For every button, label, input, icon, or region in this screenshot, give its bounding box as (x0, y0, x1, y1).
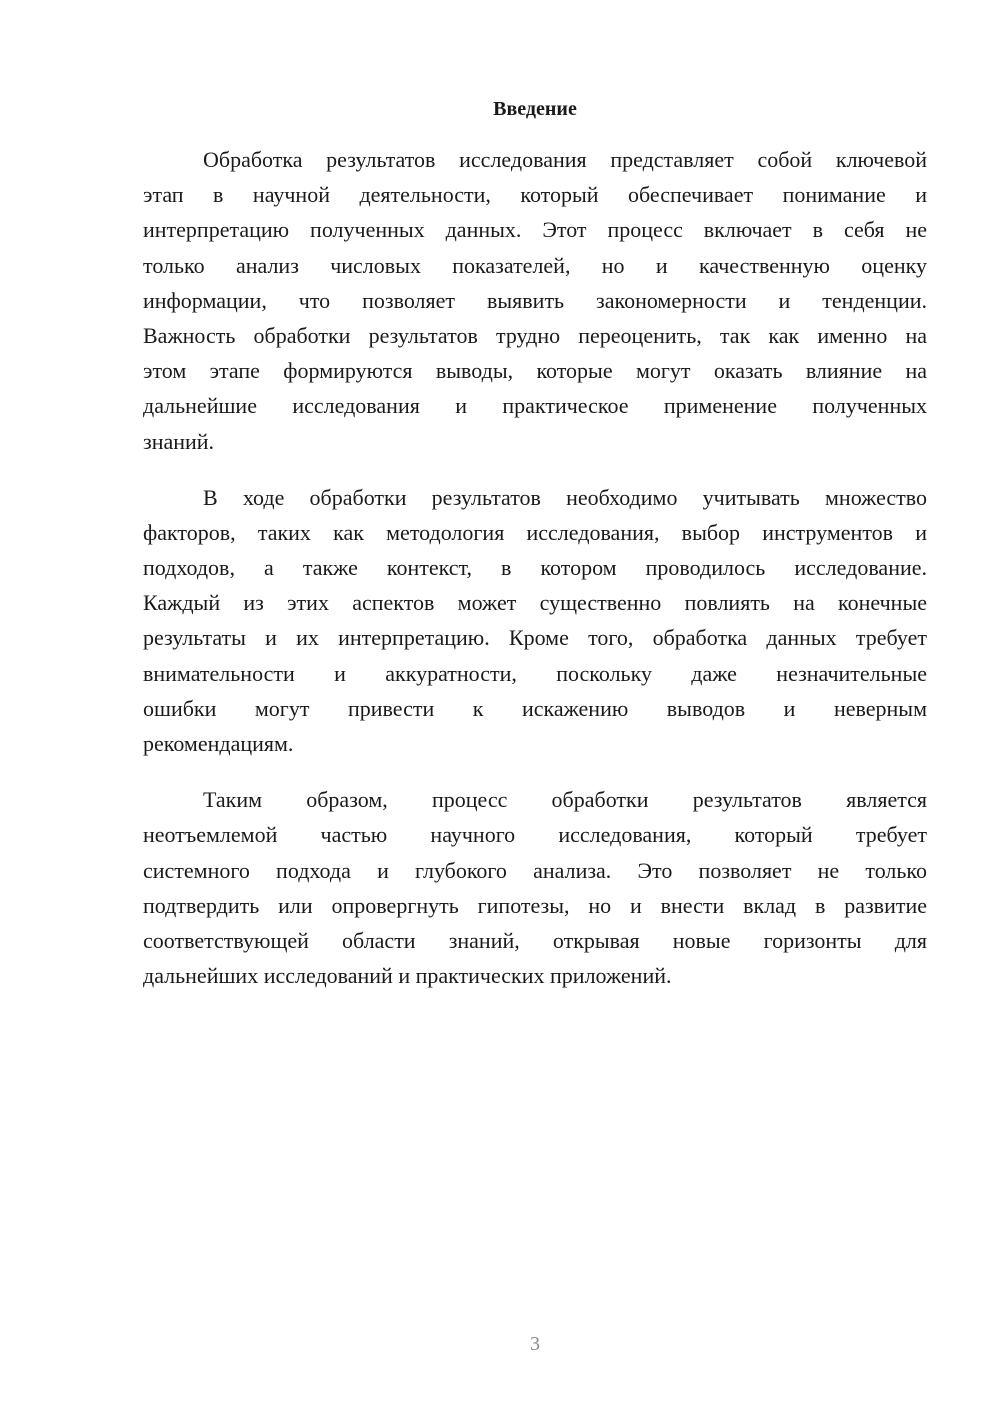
paragraph-line: В ходе обработки результатов необходимо учитывать множество (203, 484, 927, 510)
section-title: Введение (493, 98, 577, 120)
paragraph-line: дальнейшие исследования и практическое применение полученных (143, 393, 927, 419)
paragraph-line: дальнейших исследований и практических приложений. (143, 963, 672, 989)
paragraph-line: Каждый из этих аспектов может существенно повлиять на конечные (143, 590, 927, 616)
paragraph (143, 782, 927, 993)
paragraph-line: интерпретацию полученных данных. Этот процесс включает в себя не (143, 217, 927, 243)
paragraph-line: Важность обработки результатов трудно переоценить, так как именно на (143, 322, 927, 348)
paragraph-line: знаний. (143, 428, 215, 454)
paragraph-line: только анализ числовых показателей, но и качественную оценку (143, 252, 927, 278)
paragraph-line: Обработка результатов исследования представляет собой ключевой (203, 147, 927, 172)
paragraph-line: внимательности и аккуратности, поскольку даже незначительные (143, 660, 927, 686)
paragraph-line: информации, что позволяет выявить закономерности и тенденции. (143, 287, 927, 313)
paragraph-line: этом этапе формируются выводы, которые могут оказать влияние на (143, 358, 927, 384)
paragraph-line: ошибки могут привести к искажению выводов и неверным (143, 695, 927, 721)
paragraph-line: этап в научной деятельности, который обеспечивает понимание и (143, 182, 927, 208)
paragraph-line: факторов, таких как методология исследования, выбор инструментов и (143, 519, 927, 545)
paragraph-line: рекомендациям. (143, 731, 294, 756)
page-number: 3 (530, 1333, 540, 1355)
paragraph-line: подходов, а также контекст, в котором проводилось исследование. (143, 555, 927, 581)
paragraph (143, 480, 927, 762)
paragraph-line: системного подхода и глубокого анализа. Это позволяет не только (143, 857, 927, 883)
paragraph-line: неотъемлемой частью научного исследования, который требует (143, 822, 927, 848)
paragraph (143, 142, 927, 459)
paragraph-line: соответствующей области знаний, открывая новые горизонты для (143, 927, 927, 953)
document-body (143, 142, 927, 1014)
paragraph-line: Таким образом, процесс обработки результатов является (203, 787, 927, 813)
paragraph-line: результаты и их интерпретацию. Кроме того, обработка данных требует (143, 625, 927, 651)
paragraph-line: подтвердить или опровергнуть гипотезы, но и внести вклад в развитие (143, 892, 927, 918)
